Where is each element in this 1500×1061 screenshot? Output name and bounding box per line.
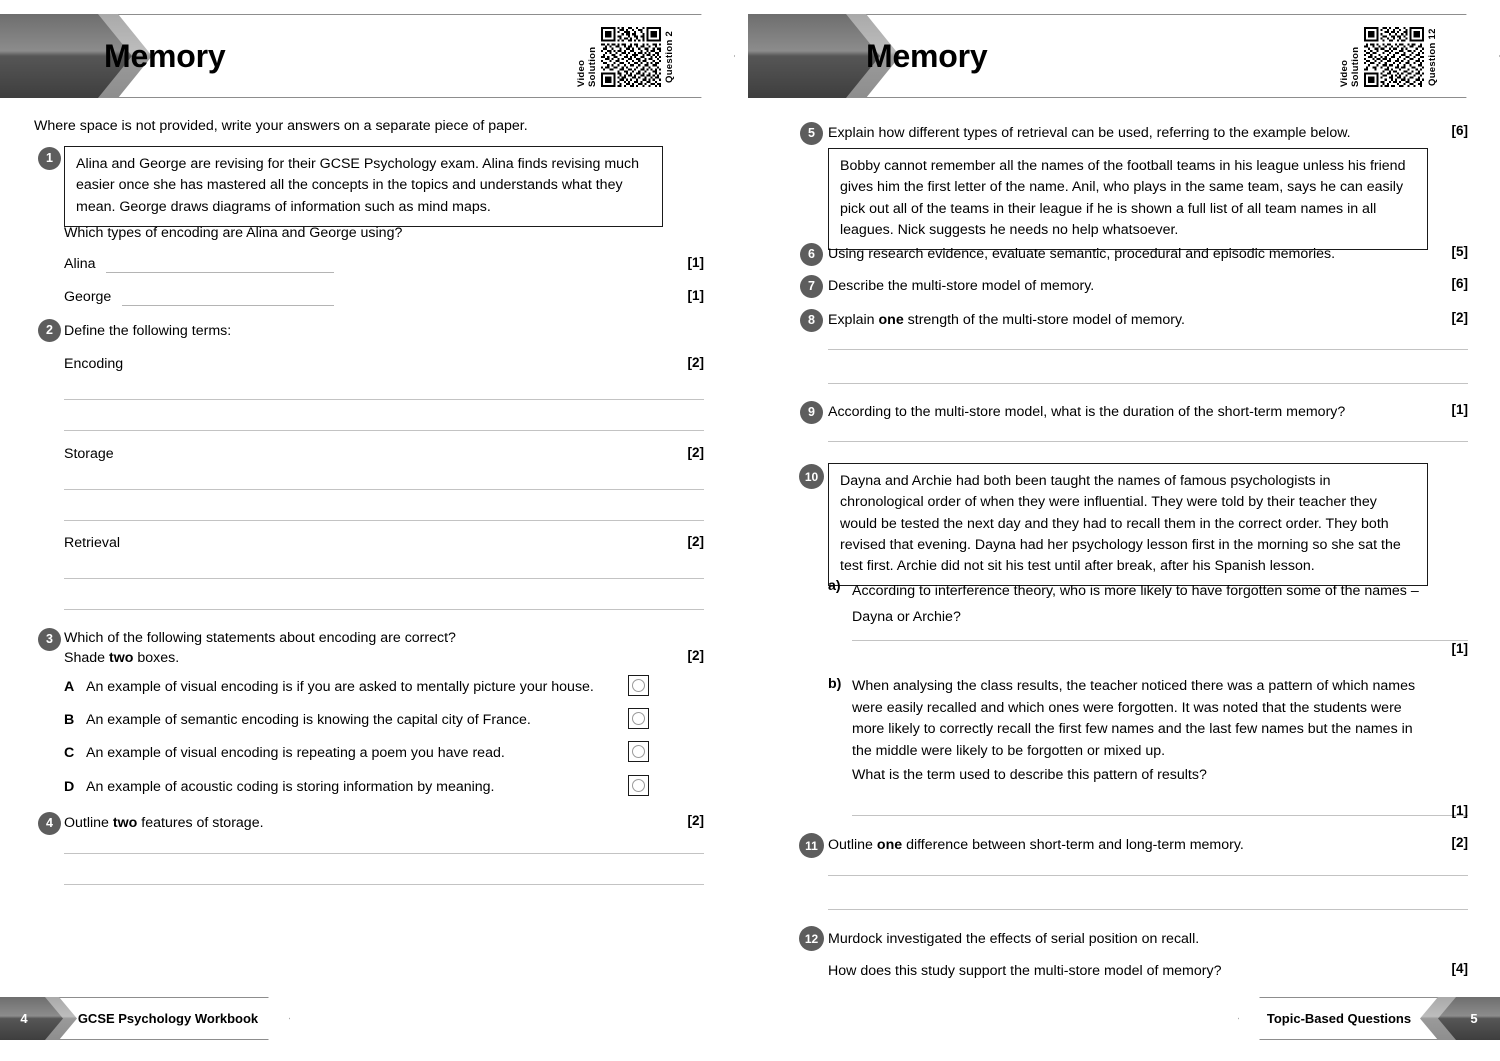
option-d-text: An example of acoustic coding is storing information by meaning. [86, 779, 495, 795]
question-8-marks: [2] [1451, 310, 1468, 325]
question-3-line2-bold: two [108, 650, 134, 666]
question-number-10: 10 [799, 464, 824, 489]
question-number-5: 5 [800, 122, 823, 145]
answer-line[interactable] [852, 640, 1468, 641]
answer-line[interactable] [852, 815, 1468, 816]
question-number-8: 8 [800, 309, 823, 332]
question-9-text: According to the multi-store model, what is the duration of the short-term memory? [828, 404, 1346, 420]
right-page-footer [1238, 997, 1500, 1040]
question-4-prefix: Outline [64, 815, 113, 831]
checkbox-circle-icon [632, 779, 645, 792]
left-page-header [0, 14, 735, 98]
answer-line[interactable] [828, 383, 1468, 384]
question-7-text: Describe the multi-store model of memory. [828, 278, 1095, 294]
question-1-prompt: Which types of encoding are Alina and George using? [64, 225, 403, 241]
question-3-line2-prefix: Shade [64, 650, 109, 666]
question-2-term-encoding-marks: [2] [687, 355, 704, 370]
question-1-stimulus-box: Alina and George are revising for their GCSE Psychology exam. Alina finds revising much easier once she has mastered all the concepts in the topics and understands what they mean. George draws diagrams of information such as mind maps. [64, 146, 663, 227]
option-a-text: An example of visual encoding is if you are asked to mentally picture your house. [86, 679, 594, 695]
answer-line[interactable] [64, 399, 704, 400]
option-c-checkbox[interactable] [628, 741, 649, 762]
question-4-marks: [2] [687, 813, 704, 828]
question-2-term-storage-marks: [2] [687, 445, 704, 460]
option-c-text: An example of visual encoding is repeating a poem you have read. [86, 745, 505, 761]
question-11-text [828, 835, 1408, 856]
right-page-header [748, 14, 1500, 98]
answer-line[interactable] [64, 489, 704, 490]
answer-line[interactable] [64, 578, 704, 579]
question-1b-label: George [64, 289, 112, 305]
answer-line[interactable] [828, 349, 1468, 350]
question-11-suffix: difference between short-term and long-term memory. [902, 837, 1244, 853]
video-solution-qr-block[interactable] [1339, 27, 1438, 87]
question-number-9: 9 [800, 401, 823, 424]
question-5-marks: [6] [1451, 123, 1468, 138]
question-3-line1: Which of the following statements about encoding are correct? [64, 630, 456, 646]
qr-video-solution-label: Video Solution [576, 46, 598, 87]
answer-line[interactable] [64, 884, 704, 885]
question-3-line2-suffix: boxes. [133, 650, 180, 666]
question-10a-label: a) [828, 578, 841, 594]
question-2-term-retrieval-marks: [2] [687, 534, 704, 549]
question-number-3: 3 [38, 628, 61, 651]
checkbox-circle-icon [632, 679, 645, 692]
option-b-text: An example of semantic encoding is knowing the capital city of France. [86, 712, 531, 728]
page-number: 4 [20, 1011, 28, 1026]
question-10a-text: According to interference theory, who is more likely to have forgotten some of the names – Dayna or Archie? [852, 583, 1419, 626]
left-page-footer [0, 997, 290, 1040]
option-a-checkbox[interactable] [628, 675, 649, 696]
answer-line[interactable] [828, 875, 1468, 876]
question-2-term-encoding-label: Encoding [64, 356, 124, 372]
answer-line[interactable] [828, 441, 1468, 442]
question-number-1: 1 [38, 147, 61, 170]
question-5-stimulus-box: Bobby cannot remember all the names of the football teams in his league unless his friend gives him the first letter of the name. Anil, who plays in the same team, says he can easily pick out all of the teams in their league if he is shown a full list of all team names in all leagues. Nick suggests he needs no help whatsoever. [828, 148, 1428, 250]
video-solution-qr-block[interactable] [576, 27, 675, 87]
question-6-marks: [5] [1451, 244, 1468, 259]
qr-question-label: Question 2 [664, 30, 675, 84]
page-title: Memory [104, 37, 226, 74]
question-10b-question: What is the term used to describe this pattern of results? [852, 767, 1207, 783]
question-10a-marks: [1] [1451, 641, 1468, 656]
question-11-marks: [2] [1451, 835, 1468, 850]
option-c-letter: C [64, 745, 75, 761]
question-11-prefix: Outline [828, 837, 877, 853]
question-12-line2: How does this study support the multi-store model of memory? [828, 963, 1222, 979]
option-a-letter: A [64, 679, 75, 695]
question-1b-answer-line[interactable] [122, 305, 334, 306]
answer-line[interactable] [64, 430, 704, 431]
question-5-text: Explain how different types of retrieval can be used, referring to the example below. [828, 125, 1351, 141]
qr-code-icon[interactable] [601, 27, 661, 87]
question-12-line1: Murdock investigated the effects of serial position on recall. [828, 931, 1200, 947]
question-3-marks: [2] [687, 648, 704, 663]
checkbox-circle-icon [632, 745, 645, 758]
question-1a-label: Alina [64, 256, 96, 272]
checkbox-circle-icon [632, 712, 645, 725]
question-8-prefix: Explain [828, 312, 879, 328]
right-page [748, 0, 1500, 1061]
question-3-line2 [64, 648, 624, 669]
instructions-text: Where space is not provided, write your answers on a separate piece of paper. [34, 118, 528, 134]
question-number-2: 2 [38, 319, 61, 342]
question-number-11: 11 [799, 833, 824, 858]
page-title: Memory [866, 37, 988, 74]
question-4-text [64, 813, 604, 834]
question-10b-text: When analysing the class results, the teacher noticed there was a pattern of which names were easily recalled and which ones were forgotten. It was noted that the students were more likely to correctly recall the first few names and the last few names but the names in the middle were likely to be forgotten or mixed up. [852, 678, 1416, 759]
option-b-checkbox[interactable] [628, 708, 649, 729]
question-7-marks: [6] [1451, 276, 1468, 291]
question-9-marks: [1] [1451, 402, 1468, 417]
question-4-suffix: features of storage. [137, 815, 264, 831]
question-10b-marks: [1] [1451, 803, 1468, 818]
question-2-text: Define the following terms: [64, 323, 232, 339]
left-page [0, 0, 735, 1061]
footer-label: Topic-Based Questions [1266, 1011, 1412, 1026]
question-6-text: Using research evidence, evaluate semantic, procedural and episodic memories. [828, 246, 1336, 262]
answer-line[interactable] [64, 609, 704, 610]
question-1a-marks: [1] [687, 255, 704, 270]
qr-question-label: Question 12 [1427, 28, 1438, 86]
answer-line[interactable] [828, 909, 1468, 910]
question-11-bold: one [876, 837, 903, 853]
question-2-term-retrieval-label: Retrieval [64, 535, 120, 551]
option-b-letter: B [64, 712, 75, 728]
question-8-bold: one [878, 312, 904, 328]
question-8-text [828, 310, 1408, 331]
answer-line[interactable] [64, 520, 704, 521]
question-4-bold: two [112, 815, 138, 831]
question-12-marks: [4] [1451, 961, 1468, 976]
page-number: 5 [1470, 1011, 1478, 1026]
question-10-stimulus-box: Dayna and Archie had both been taught the names of famous psychologists in chronological order of when they were influential. They were told by their teacher they would be tested the next day and they had to recall them in the correct order. They both revised that evening. Dayna had her psychology lesson first in the morning so she sat the test first. Archie did not sit his test until after break, after his Spanish lesson. [828, 463, 1428, 586]
question-1b-marks: [1] [687, 288, 704, 303]
question-8-suffix: strength of the multi-store model of memory. [903, 312, 1185, 328]
question-10b-label: b) [828, 676, 842, 692]
question-number-7: 7 [800, 275, 823, 298]
question-number-4: 4 [38, 812, 61, 835]
answer-line[interactable] [64, 853, 704, 854]
question-number-6: 6 [800, 243, 823, 266]
question-1a-answer-line[interactable] [106, 272, 334, 273]
question-2-term-storage-label: Storage [64, 446, 114, 462]
question-number-12: 12 [799, 926, 824, 951]
option-d-checkbox[interactable] [628, 775, 649, 796]
footer-label: GCSE Psychology Workbook [77, 1011, 259, 1026]
qr-code-icon[interactable] [1364, 27, 1424, 87]
qr-video-solution-label: Video Solution [1339, 46, 1361, 87]
option-d-letter: D [64, 779, 75, 795]
